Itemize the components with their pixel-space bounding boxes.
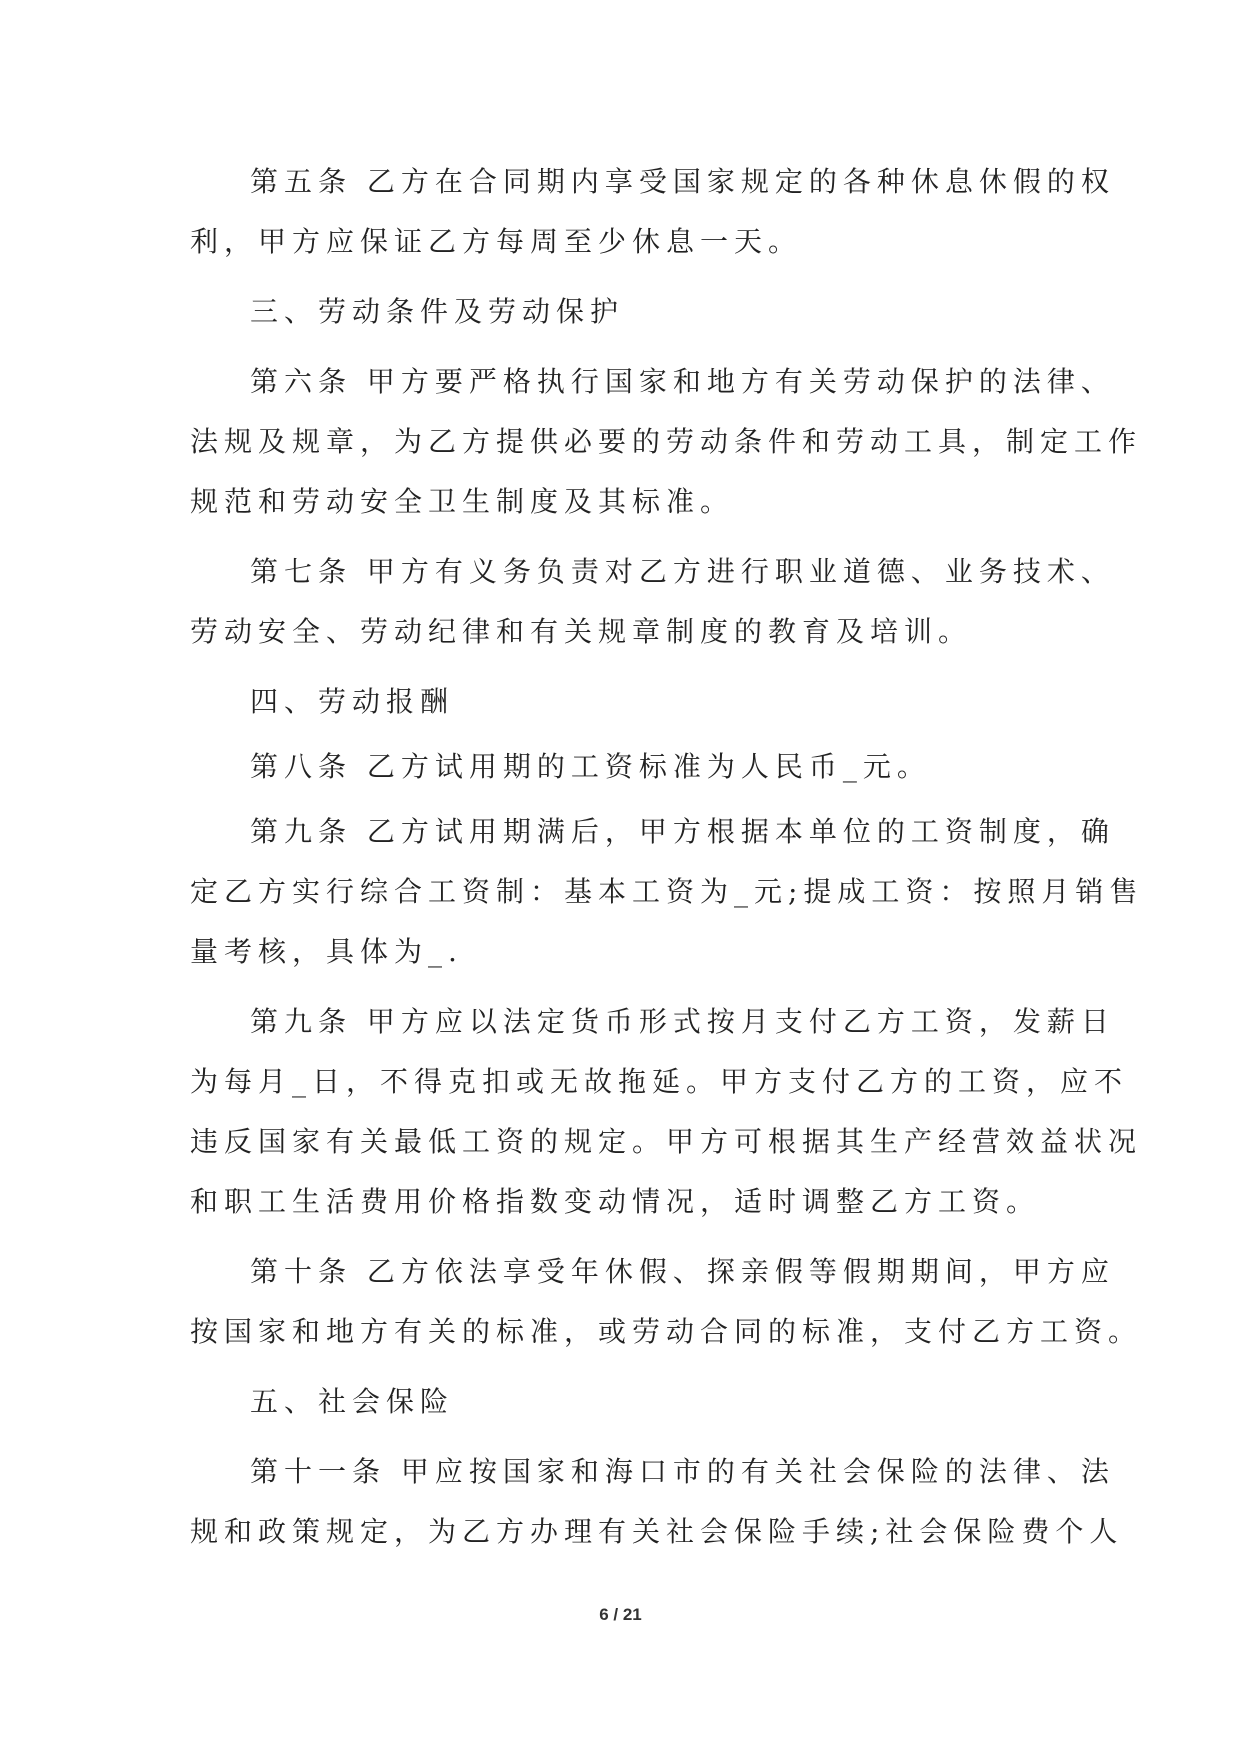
text-line: 第十一条 甲应按国家和海口市的有关社会保险的法律、法: [250, 1455, 1115, 1488]
text-line: 量考核，具体为_.: [190, 935, 463, 968]
section-heading: 五、社会保险: [250, 1385, 455, 1418]
section-heading: 三、劳动条件及劳动保护: [250, 295, 625, 328]
text-line: 第九条 乙方试用期满后，甲方根据本单位的工资制度，确: [250, 815, 1115, 848]
text-line: 按国家和地方有关的标准，或劳动合同的标准，支付乙方工资。: [190, 1315, 1143, 1348]
page-number: 6 / 21: [599, 1605, 642, 1624]
text-line: 劳动安全、劳动纪律和有关规章制度的教育及培训。: [190, 615, 973, 648]
text-line: 第五条 乙方在合同期内享受国家规定的各种休息休假的权: [250, 165, 1115, 198]
text-line: 违反国家有关最低工资的规定。甲方可根据其生产经营效益状况: [190, 1125, 1143, 1158]
text-line: 规范和劳动安全卫生制度及其标准。: [190, 485, 735, 518]
text-line: 第十条 乙方依法享受年休假、探亲假等假期期间，甲方应: [250, 1255, 1115, 1288]
text-line: 规和政策规定，为乙方办理有关社会保险手续;社会保险费个人: [190, 1515, 1124, 1548]
text-line: 利，甲方应保证乙方每周至少休息一天。: [190, 225, 803, 258]
text-line: 为每月_日，不得克扣或无故拖延。甲方支付乙方的工资，应不: [190, 1065, 1129, 1098]
section-heading: 四、劳动报酬: [250, 685, 455, 718]
text-line: 第九条 甲方应以法定货币形式按月支付乙方工资，发薪日: [250, 1005, 1115, 1038]
text-line: 和职工生活费用价格指数变动情况，适时调整乙方工资。: [190, 1185, 1041, 1218]
text-line: 第六条 甲方要严格执行国家和地方有关劳动保护的法律、: [250, 365, 1115, 398]
text-line: 第七条 甲方有义务负责对乙方进行职业道德、业务技术、: [250, 555, 1115, 588]
text-line: 法规及规章，为乙方提供必要的劳动条件和劳动工具，制定工作: [190, 425, 1143, 458]
text-line: 第八条 乙方试用期的工资标准为人民币_元。: [250, 750, 931, 783]
text-line: 定乙方实行综合工资制：基本工资为_元;提成工资：按照月销售: [190, 875, 1144, 908]
